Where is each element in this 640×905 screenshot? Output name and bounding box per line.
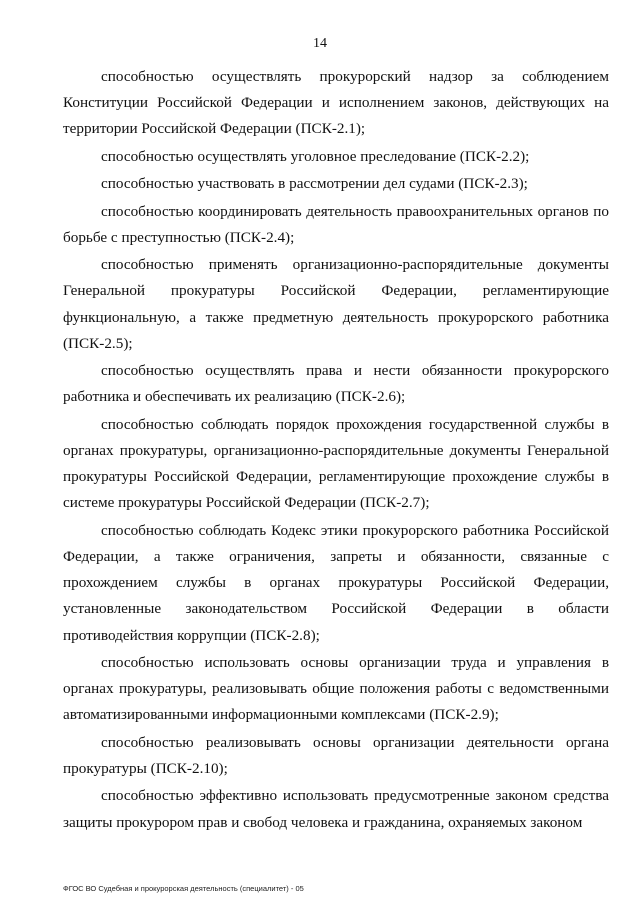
- document-body: [63, 64, 609, 837]
- paragraph-psk-2-4: способностью координировать деятельность правоохранительных органов по борьбе с преступностью (ПСК-2.4);: [63, 202, 609, 246]
- paragraph-psk-2-1: способностью осуществлять прокурорский надзор за соблюдением Конституции Российской Федерации и исполнением законов, действующих на территории Российской Федерации (ПСК-2.1);: [63, 68, 609, 138]
- paragraph-psk-2-3: способностью участвовать в рассмотрении дел судами (ПСК-2.3);: [101, 175, 528, 193]
- paragraph-psk-2-8: способностью соблюдать Кодекс этики прокурорского работника Российской Федерации, а также ограничения, запреты и обязанности, связанные с прохождением службы в органах прокуратуры Российской Федерации, установленные законодательством Российской Федерации в области противодействия коррупции (ПСК-2.8);: [63, 521, 609, 644]
- page-number: 14: [313, 36, 327, 51]
- page-footer: ФГОС ВО Судебная и прокурорская деятельность (специалитет) - 05: [63, 884, 304, 893]
- paragraph-psk-2-7: способностью соблюдать порядок прохождения государственной службы в органах прокуратуры, организационно-распорядительные документы Генеральной прокуратуры Российской Федерации, регламентирующие прохождение службы в системе прокуратуры Российской Федерации (ПСК-2.7);: [63, 415, 609, 512]
- paragraph-psk-2-11-continued: способностью эффективно использовать предусмотренные законом средства защиты прокурором прав и свобод человека и гражданина, охраняемых законом: [63, 787, 609, 831]
- paragraph-psk-2-10: способностью реализовывать основы организации деятельности органа прокуратуры (ПСК-2.10);: [63, 733, 609, 777]
- paragraph-psk-2-6: способностью осуществлять права и нести обязанности прокурорского работника и обеспечивать их реализацию (ПСК-2.6);: [63, 362, 609, 406]
- paragraph-psk-2-2: способностью осуществлять уголовное преследование (ПСК-2.2);: [101, 147, 530, 165]
- paragraph-psk-2-9: способностью использовать основы организации труда и управления в органах прокуратуры, реализовывать общие положения работы с ведомственными автоматизированными информационными комплексами (ПСК-2.9);: [63, 653, 609, 724]
- paragraph-psk-2-5: способностью применять организационно-распорядительные документы Генеральной прокуратуры Российской Федерации, регламентирующие функциональную, а также предметную деятельность прокурорского работника (ПСК-2.5);: [63, 256, 609, 352]
